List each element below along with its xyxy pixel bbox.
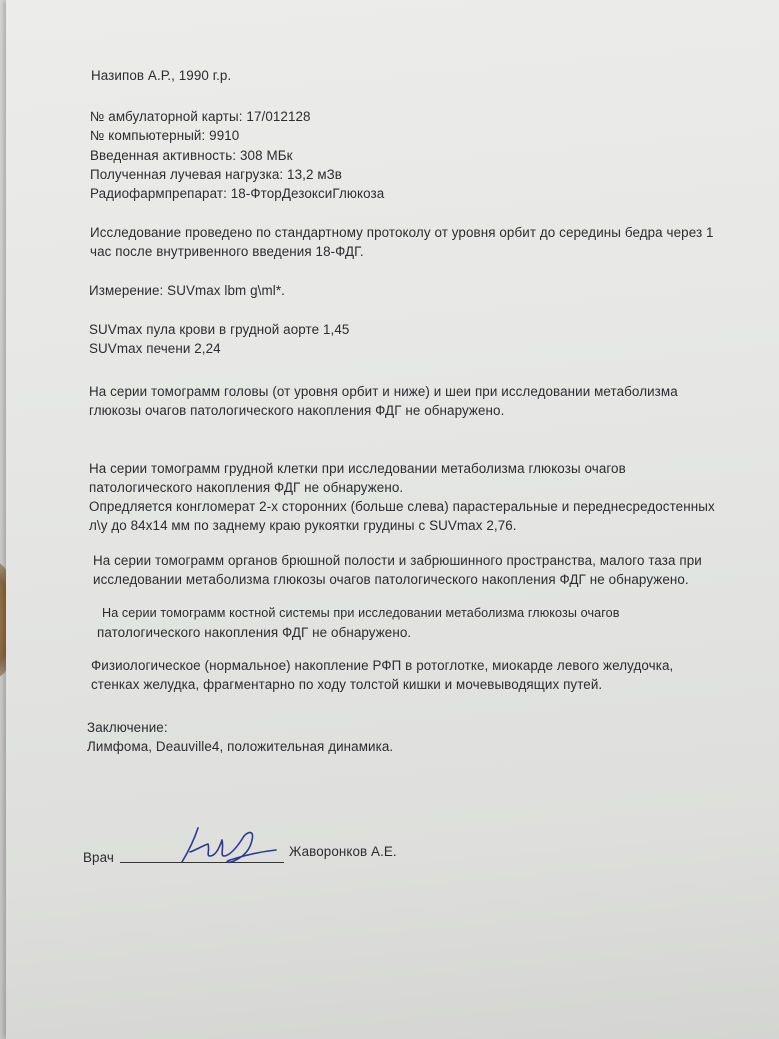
doctor-label: Врач	[83, 850, 114, 865]
computer-number: № компьютерный: 9910	[90, 128, 240, 143]
radiation-dose: Полученная лучевая нагрузка: 13,2 мЗв	[90, 167, 343, 182]
head-line-1: На серии томограмм головы (от уровня орбит и ниже) и шеи при исследовании метаболизма	[89, 384, 678, 399]
suv-liver: SUVmax печени 2,24	[89, 341, 221, 356]
bone-line-2: патологического накопления ФДГ не обнаружено.	[97, 625, 412, 640]
doctor-name: Жаворонков А.Е.	[289, 844, 397, 859]
card-number: № амбулаторной карты: 17/012128	[90, 109, 311, 124]
abdomen-line-2: исследовании метаболизма глюкозы очагов патологического накопления ФДГ не обнаружено.	[93, 572, 689, 587]
chest-line-2: патологического накопления ФДГ не обнаружено.	[89, 480, 404, 495]
patient-name: Назипов А.Р., 1990 г.р.	[91, 68, 232, 83]
radiopharmaceutical: Радиофармпрепарат: 18-ФторДезоксиГлюкоза	[90, 186, 385, 201]
suv-aorta: SUVmax пула крови в грудной аорте 1,45	[89, 322, 350, 337]
chest-line-3: Опредляется конгломерат 2-х сторонних (больше слева) парастеральные и переднесредостенных	[89, 499, 715, 514]
injected-activity: Введенная активность: 308 МБк	[90, 148, 293, 163]
physiological-line-2: стенках желудка, фрагментарно по ходу толстой кишки и мочевыводящих путей.	[91, 677, 603, 692]
conclusion-text: Лимфома, Deauville4, положительная динамика.	[87, 739, 394, 754]
head-line-2: глюкозы очагов патологического накопления ФДГ не обнаружено.	[89, 403, 505, 418]
physiological-line-1: Физиологическое (нормальное) накопление РФП в ротоглотке, миокарде левого желудочка,	[91, 658, 674, 673]
measurement: Измерение: SUVmax lbm g\ml*.	[89, 283, 285, 298]
protocol-line-1: Исследование проведено по стандартному протоколу от уровня орбит до середины бедра через 1	[90, 225, 714, 240]
chest-line-4: л\у до 84х14 мм по заднему краю рукоятки грудины с SUVmax 2,76.	[89, 518, 517, 533]
protocol-line-2: час после внутривенного введения 18-ФДГ.	[90, 244, 364, 259]
conclusion-label: Заключение:	[87, 720, 168, 735]
abdomen-line-1: На серии томограмм органов брюшной полости и забрюшинного пространства, малого таза при	[93, 553, 702, 568]
chest-line-1: На серии томограмм грудной клетки при исследовании метаболизма глюкозы очагов	[89, 461, 626, 476]
bone-line-1: На серии томограмм костной системы при исследовании метаболизма глюкозы очагов	[102, 606, 620, 620]
handwritten-signature	[172, 822, 292, 882]
